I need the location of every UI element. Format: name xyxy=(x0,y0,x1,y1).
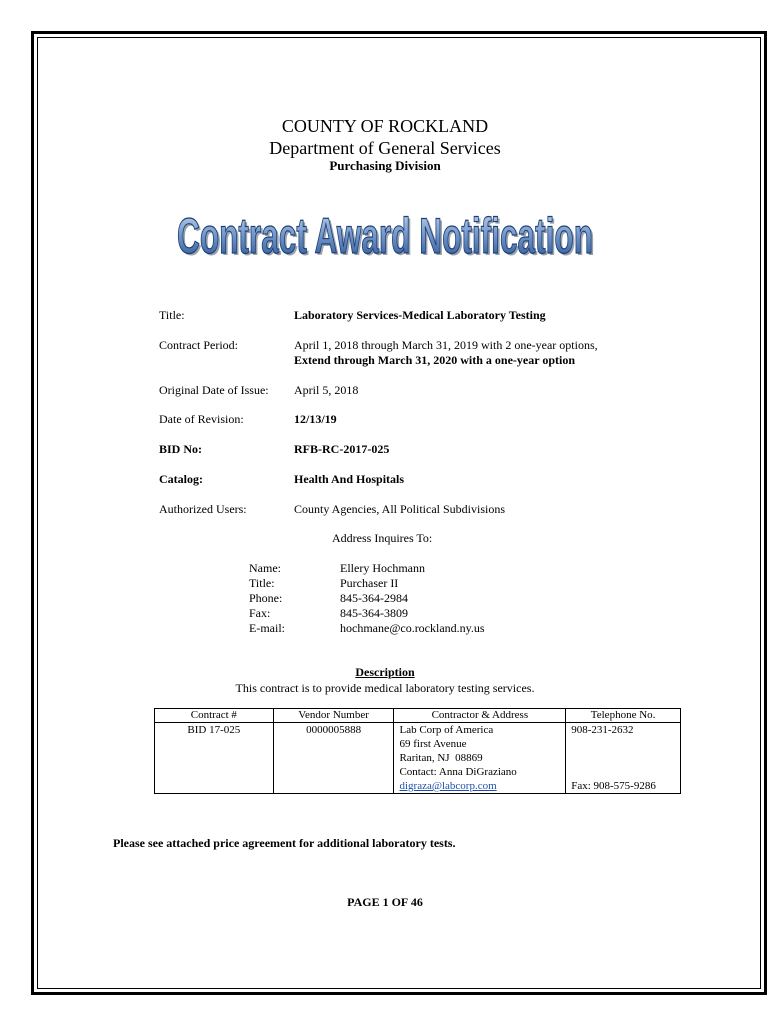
table-row xyxy=(155,723,681,794)
bid-no-label: BID No: xyxy=(159,442,203,456)
page-number: PAGE 1 OF 46 xyxy=(347,895,423,909)
county-name: COUNTY OF ROCKLAND xyxy=(281,116,489,136)
header-contract-number: Contract # xyxy=(155,709,274,723)
header-telephone: Telephone No. xyxy=(566,709,681,723)
contact-title-value: Purchaser II xyxy=(340,576,399,590)
catalog-label: Catalog: xyxy=(159,472,203,486)
address-line: Raritan, NJ 08869 xyxy=(399,752,483,764)
address-line: 69 first Avenue xyxy=(399,738,467,750)
vendor-table xyxy=(154,708,681,794)
contact-fax-value: 845-364-3809 xyxy=(340,606,408,620)
fax-value: Fax: 908-575-9286 xyxy=(571,780,656,792)
department-name: Department of General Services xyxy=(269,138,501,158)
address-line: Lab Corp of America xyxy=(399,724,494,736)
contact-email-value[interactable]: hochmane@co.rockland.ny.us xyxy=(340,621,485,635)
title-value: Laboratory Services-Medical Laboratory Testing xyxy=(294,308,546,322)
contact-email-label: E-mail: xyxy=(249,621,285,635)
authorized-users-label: Authorized Users: xyxy=(159,502,247,516)
contact-phone-value: 845-364-2984 xyxy=(340,591,408,605)
description-text: This contract is to provide medical laboratory testing services. xyxy=(235,681,535,695)
contract-number-cell: BID 17-025 xyxy=(155,723,274,794)
telephone-cell xyxy=(566,723,681,794)
division-name: Purchasing Division xyxy=(329,158,441,173)
revision-date-label: Date of Revision: xyxy=(159,412,244,426)
contact-name-value: Ellery Hochmann xyxy=(340,561,425,575)
issue-date-value: April 5, 2018 xyxy=(294,383,359,397)
vendor-table-header-row xyxy=(155,709,681,723)
header-contractor-address: Contractor & Address xyxy=(394,709,566,723)
title-label: Title: xyxy=(159,308,185,322)
contact-fax-label: Fax: xyxy=(249,606,271,620)
vendor-number-cell: 0000005888 xyxy=(273,723,394,794)
contractor-address-cell xyxy=(394,723,566,794)
contract-period-line2: Extend through March 31, 2020 with a one-year option xyxy=(294,353,576,367)
revision-date-value: 12/13/19 xyxy=(294,412,337,426)
contractor-email-link[interactable]: digraza@labcorp.com xyxy=(399,780,497,792)
address-line: Contact: Anna DiGraziano xyxy=(399,766,517,778)
svg-text:Contract Award Notification: Contract Award Notification xyxy=(179,210,595,266)
contact-heading: Address Inquires To: xyxy=(332,531,433,545)
catalog-value: Health And Hospitals xyxy=(294,472,405,486)
contract-award-banner xyxy=(0,198,770,268)
contact-phone-label: Phone: xyxy=(249,591,283,605)
contact-title-label: Title: xyxy=(249,576,275,590)
header-vendor-number: Vendor Number xyxy=(273,709,394,723)
authorized-users-value: County Agencies, All Political Subdivisions xyxy=(294,502,506,516)
contact-name-label: Name: xyxy=(249,561,281,575)
bid-no-value: RFB-RC-2017-025 xyxy=(294,442,390,456)
issue-date-label: Original Date of Issue: xyxy=(159,383,269,397)
contract-period-line1: April 1, 2018 through March 31, 2019 with 2 one-year options, xyxy=(294,338,598,352)
price-agreement-note: Please see attached price agreement for additional laboratory tests. xyxy=(113,836,456,850)
description-heading: Description xyxy=(355,665,415,679)
banner-text: Contract Award Notification xyxy=(177,208,593,264)
telephone-value: 908-231-2632 xyxy=(571,724,634,736)
contract-period-label: Contract Period: xyxy=(159,338,238,352)
